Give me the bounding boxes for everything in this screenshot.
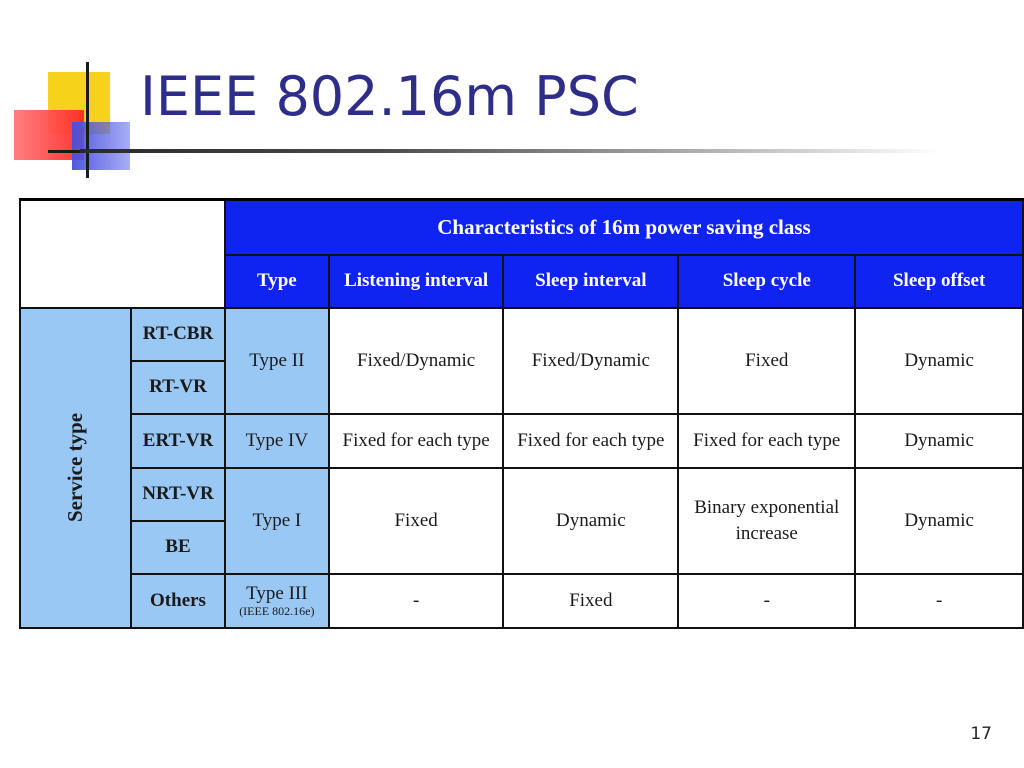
service-rt-vr: RT-VR: [131, 361, 225, 414]
cell-type-i-listening: Fixed: [329, 468, 504, 574]
service-type-label: Service type: [63, 412, 88, 523]
logo-vertical-line: [86, 62, 89, 178]
service-type-label-cell: [20, 308, 131, 628]
type-iii-label: Type III: [246, 582, 308, 604]
cell-type-iv-sleep-offset: Dynamic: [855, 414, 1023, 468]
cell-type-iii-sleep-cycle: -: [678, 574, 855, 628]
cell-type-iii-sleep-interval: Fixed: [503, 574, 678, 628]
type-cell-type-iii: [225, 574, 329, 628]
slide-title: IEEE 802.16m PSC: [140, 65, 639, 128]
type-cell-type-ii: Type II: [225, 308, 329, 414]
service-others: Others: [131, 574, 225, 628]
cell-type-iii-sleep-offset: -: [855, 574, 1023, 628]
cell-type-iv-sleep-interval: Fixed for each type: [503, 414, 678, 468]
service-be: BE: [131, 521, 225, 574]
cell-type-i-sleep-cycle: [678, 468, 855, 574]
table-main-header: Characteristics of 16m power saving class: [225, 200, 1023, 255]
cell-type-ii-sleep-offset: Dynamic: [855, 308, 1023, 414]
table-corner-cell: [20, 200, 225, 308]
page-number: 17: [970, 724, 992, 744]
col-header-sleep-offset: Sleep offset: [855, 255, 1023, 308]
type-cell-type-iv: Type IV: [225, 414, 329, 468]
service-rt-cbr: RT-CBR: [131, 308, 225, 361]
type-cell-type-i: Type I: [225, 468, 329, 574]
service-ert-vr: ERT-VR: [131, 414, 225, 468]
cell-type-i-sleep-offset: Dynamic: [855, 468, 1023, 574]
service-nrt-vr: NRT-VR: [131, 468, 225, 521]
title-underline: [80, 149, 940, 153]
col-header-type: Type: [225, 255, 329, 308]
cell-type-iv-listening: Fixed for each type: [329, 414, 504, 468]
cell-type-ii-sleep-interval: Fixed/Dynamic: [503, 308, 678, 414]
logo-blue-square: [72, 122, 130, 170]
col-header-sleep-interval: Sleep interval: [503, 255, 678, 308]
cell-type-ii-listening: Fixed/Dynamic: [329, 308, 504, 414]
cell-type-i-sleep-cycle-text: Binary exponential increase: [694, 496, 840, 544]
type-iii-note: (IEEE 802.16e): [239, 603, 315, 618]
cell-type-i-sleep-interval: Dynamic: [503, 468, 678, 574]
cell-type-ii-sleep-cycle: Fixed: [678, 308, 855, 414]
col-header-listening-interval: Listening interval: [329, 255, 504, 308]
cell-type-iii-listening: -: [329, 574, 504, 628]
psc-table: [19, 198, 1024, 629]
col-header-sleep-cycle: Sleep cycle: [678, 255, 855, 308]
cell-type-iv-sleep-cycle: Fixed for each type: [678, 414, 855, 468]
decorative-logo: [0, 0, 140, 180]
